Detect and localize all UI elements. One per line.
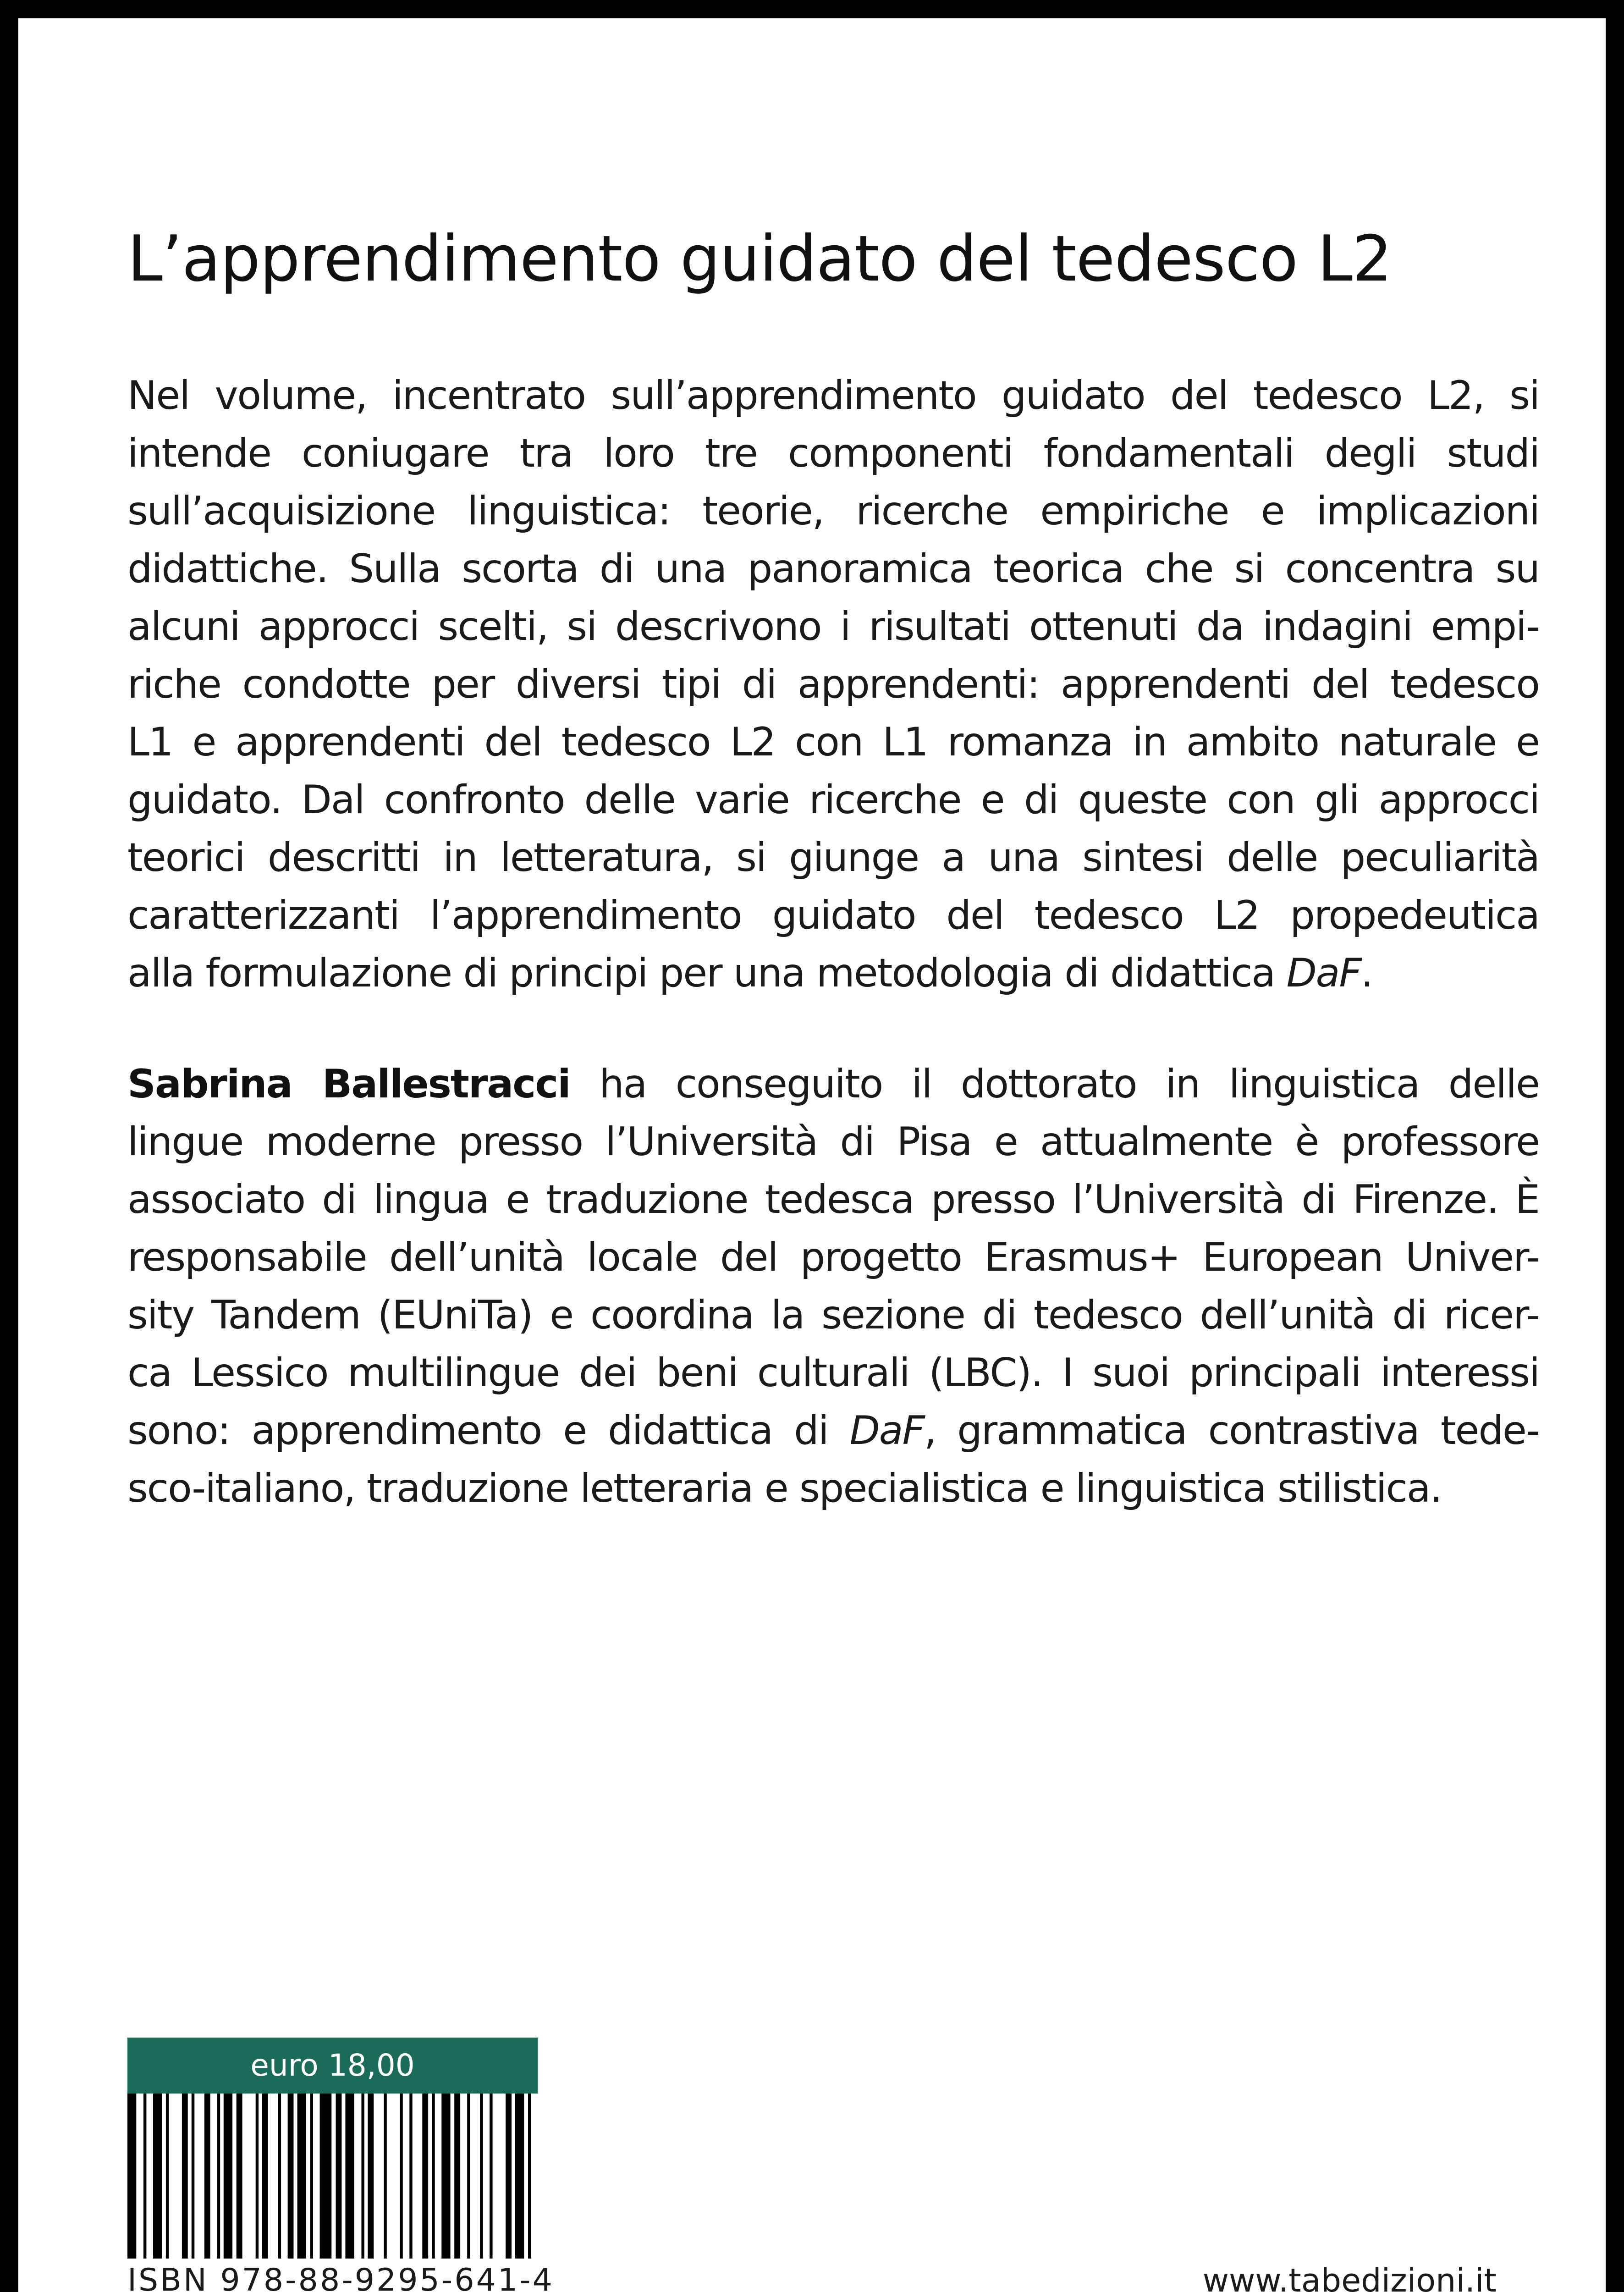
description-line: sull’acquisizione linguistica: teorie, ricerche empiriche e implicazioni xyxy=(127,488,1539,534)
author-name: Sabrina Ballestracci xyxy=(127,1061,570,1107)
barcode-bar xyxy=(528,2094,531,2259)
bio-line-daf xyxy=(127,1402,1539,1460)
description-line: didattiche. Sulla scorta di una panoramica teorica che si concentra su xyxy=(127,546,1539,592)
bio-daf-prefix: sono: apprendimento e didattica di xyxy=(127,1408,850,1454)
barcode-bar xyxy=(127,2094,136,2259)
barcode-bar xyxy=(143,2094,146,2259)
bio-first-line-rest: ha conseguito il dottorato in linguistica delle xyxy=(570,1061,1540,1107)
barcode-bar xyxy=(515,2094,524,2259)
barcode-bar xyxy=(361,2094,364,2259)
barcode-bar xyxy=(278,2094,281,2259)
barcode-bar xyxy=(506,2094,512,2259)
description-line: Nel volume, incentrato sull’apprendimento guidato del tedesco L2, si xyxy=(127,373,1539,419)
barcode-bar xyxy=(400,2094,402,2259)
barcode-bar xyxy=(256,2094,259,2259)
barcode-icon xyxy=(127,2094,538,2259)
barcode-bar xyxy=(384,2094,386,2259)
barcode-bar xyxy=(192,2094,194,2259)
barcode-bar xyxy=(441,2094,450,2259)
author-bio xyxy=(127,1055,1539,1517)
barcode-bar xyxy=(182,2094,188,2259)
barcode-bar xyxy=(320,2094,332,2259)
bio-last-line: sco-italiano, traduzione letteraria e specialistica e linguistica stilistica. xyxy=(127,1466,1442,1511)
barcode-bar xyxy=(432,2094,435,2259)
isbn-number: ISBN 978-88-9295-641-4 xyxy=(127,2262,554,2292)
barcode-bar xyxy=(153,2094,162,2259)
bio-daf-suffix: , grammatica contrastiva tede- xyxy=(924,1408,1539,1454)
description-line: guidato. Dal confronto delle varie ricerche e di queste con gli approcci xyxy=(127,777,1539,823)
daf-italic: DaF xyxy=(1286,950,1361,996)
bio-line: associato di lingua e traduzione tedesca presso l’Università di Firenze. È xyxy=(127,1177,1539,1223)
barcode-bar xyxy=(368,2094,374,2259)
description-last-line xyxy=(127,944,1539,1002)
description-last-suffix: . xyxy=(1360,950,1373,996)
barcode-bar xyxy=(336,2094,341,2259)
description-line: L1 e apprendenti del tedesco L2 con L1 romanza in ambito naturale e xyxy=(127,719,1539,765)
barcode-bar xyxy=(409,2094,412,2259)
barcode-bar xyxy=(288,2094,294,2259)
bio-line: ca Lessico multilingue dei beni culturali (LBC). I suoi principali interessi xyxy=(127,1350,1539,1396)
barcode-bar xyxy=(480,2094,483,2259)
description-line: alcuni approcci scelti, si descrivono i risultati ottenuti da indagini empi- xyxy=(127,604,1539,650)
barcode-bar xyxy=(345,2094,354,2259)
bio-line: lingue moderne presso l’Università di Pisa e attualmente è professore xyxy=(127,1119,1539,1165)
barcode-bar xyxy=(467,2094,470,2259)
bio-first-line xyxy=(127,1055,1539,1113)
description-last-prefix: alla formulazione di principi per una metodologia di didattica xyxy=(127,950,1287,996)
barcode-bar xyxy=(237,2094,242,2259)
barcode-bar xyxy=(217,2094,220,2259)
description-line: teorici descritti in letteratura, si giunge a una sintesi delle peculiarità xyxy=(127,835,1539,881)
daf-italic: DaF xyxy=(849,1408,924,1454)
book-description xyxy=(127,367,1539,1002)
publisher-website: www.tabedizioni.it xyxy=(1202,2262,1497,2292)
bio-line: sity Tandem (EUniTa) e coordina la sezione di tedesco dell’unità di ricer- xyxy=(127,1292,1539,1338)
barcode-bar xyxy=(490,2094,492,2259)
book-title: L’apprendimento guidato del tedesco L2 xyxy=(127,222,1392,296)
price-label: euro 18,00 xyxy=(127,2038,538,2094)
barcode-bar xyxy=(262,2094,268,2259)
description-line: caratterizzanti l’apprendimento guidato del tedesco L2 propedeutica xyxy=(127,893,1539,938)
barcode-bar xyxy=(422,2094,428,2259)
barcode-bar xyxy=(224,2094,232,2259)
barcode-bar xyxy=(297,2094,306,2259)
bio-line: responsabile dell’unità locale del progetto Erasmus+ European Univer- xyxy=(127,1234,1539,1280)
description-line: riche condotte per diversi tipi di apprendenti: apprendenti del tedesco xyxy=(127,661,1539,707)
barcode-bar xyxy=(310,2094,313,2259)
barcode-bar xyxy=(166,2094,169,2259)
barcode-bar xyxy=(454,2094,460,2259)
barcode-bar xyxy=(204,2094,210,2259)
description-line: intende coniugare tra loro tre componenti fondamentali degli studi xyxy=(127,430,1539,476)
barcode-bars xyxy=(127,2094,538,2259)
